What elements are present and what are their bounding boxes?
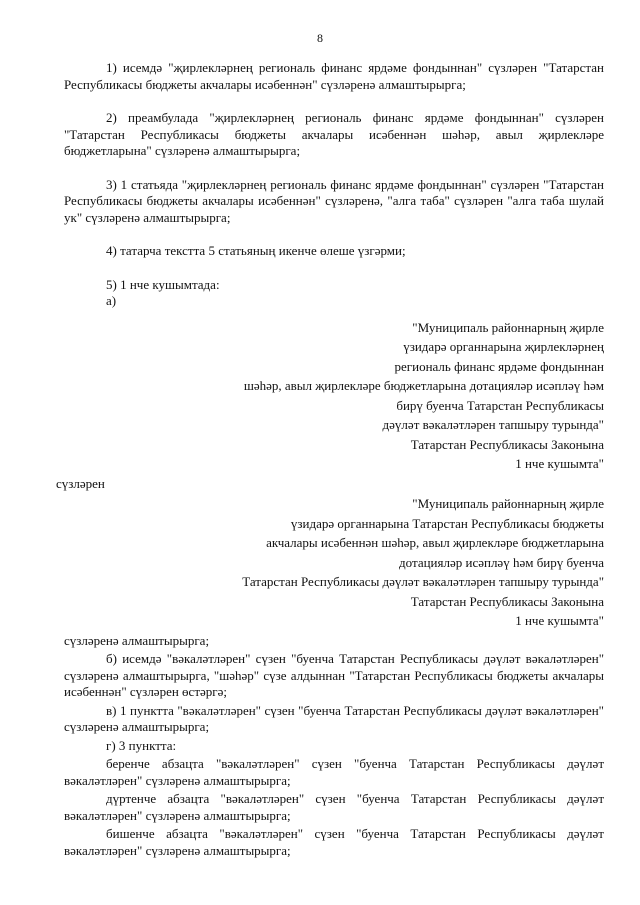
item-3: 3) 1 статьяда "җирлекләрнең региональ финанс ярдәме фондыннан" сүзләрен "Татарстан Республикасы бюджеты акчалары исәбеннән" сүзләренә, "алга таба" сүзләрен "алга таба шулай ук" сүзләренә алмаштырырга; <box>64 176 604 225</box>
item-v: в) 1 пунктта "вәкаләтләрен" сүзен "буенча Татарстан Республикасы дәүләт вәкаләтләрен" сүзләренә алмаштырырга; <box>64 702 604 734</box>
page-number: 8 <box>317 31 323 45</box>
quote-new-line: 1 нче кушымта" <box>515 613 604 628</box>
item-g1: беренче абзацта "вәкаләтләрен" сүзен "буенча Татарстан Республикасы дәүләт вәкаләтләрен" сүзләренә алмаштырырга; <box>64 756 604 788</box>
quote-old-line: "Муниципаль районнарның җирле <box>412 319 604 335</box>
quote-old-line: шәһәр, авыл җирлекләре бюджетларына дотацияләр исәпләү һәм <box>243 378 604 393</box>
quote-new-line: акчалары исәбеннән шәһәр, авыл җирлекләре бюджетларына <box>266 535 604 550</box>
quote-old-line: 1 нче кушымта" <box>515 456 604 471</box>
quote-new-line: дотацияләр исәпләү һәм бирү буенча <box>399 554 604 570</box>
tail-replace: сүзләренә алмаштырырга; <box>64 632 210 648</box>
quote-old-line: үзидарә органнарына җирлекләрнең <box>403 339 604 354</box>
quote-old-line: бирү буенча Татарстан Республикасы <box>396 397 604 413</box>
tail-section <box>64 633 604 860</box>
document-body <box>56 60 604 859</box>
item-4: 4) татарча текстта 5 статьяның икенче өлеше үзгәрми; <box>106 243 406 258</box>
quote-new-line: Татарстан Республикасы Законына <box>410 593 604 609</box>
item-5a: а) <box>106 293 117 308</box>
quote-new-line: Татарстан Республикасы дәүләт вәкаләтләрен тапшыру турында" <box>242 574 604 589</box>
item-g: г) 3 пунктта: <box>106 737 177 753</box>
item-1: 1) исемдә "җирлекләрнең региональ финанс ярдәме фондыннан" сүзләрен "Татарстан Республикасы бюджеты акчалары исәбеннән" сүзләренә алмаштырырга; <box>64 60 604 92</box>
quote-new-line: "Муниципаль районнарның җирле <box>412 496 604 511</box>
item-g5: бишенче абзацта "вәкаләтләрен" сүзен "буенча Татарстан Республикасы дәүләт вәкаләтләрен" сүзләренә алмаштырырга; <box>64 826 604 858</box>
quote-new <box>64 494 604 631</box>
item-5: 5) 1 нче кушымтада: <box>106 276 220 292</box>
item-2: 2) преамбулада "җирлекләрнең региональ финанс ярдәме фондыннан" сүзләрен "Татарстан Республикасы бюджеты акчалары исәбеннән шәһәр, авыл җирлекләре бюджетларына" сүзләренә алмаштырырга; <box>64 110 604 158</box>
item-b: б) исемдә "вәкаләтләрен" сүзен "буенча Татарстан Республикасы дәүләт вәкаләтләрен" сүзләренә алмаштырырга, "шәһәр" сүзе алдыннан "Татарстан Республикасы бюджеты акчалары исәбеннән" сүзләрен өстәргә; <box>64 651 604 699</box>
word-suzleren: сүзләрен <box>56 475 105 491</box>
quote-old-line: Татарстан Республикасы Законына <box>410 436 604 452</box>
quote-new-line: үзидарә органнарына Татарстан Республикасы бюджеты <box>290 515 604 531</box>
quote-old <box>64 318 604 474</box>
quote-old-line: региональ финанс ярдәме фондыннан <box>394 358 604 374</box>
quote-old-line: дәүләт вәкаләтләрен тапшыру турында" <box>382 417 604 432</box>
item-g4: дүртенче абзацта "вәкаләтләрен" сүзен "буенча Татарстан Республикасы дәүләт вәкаләтләрен" сүзләренә алмаштырырга; <box>64 791 604 823</box>
